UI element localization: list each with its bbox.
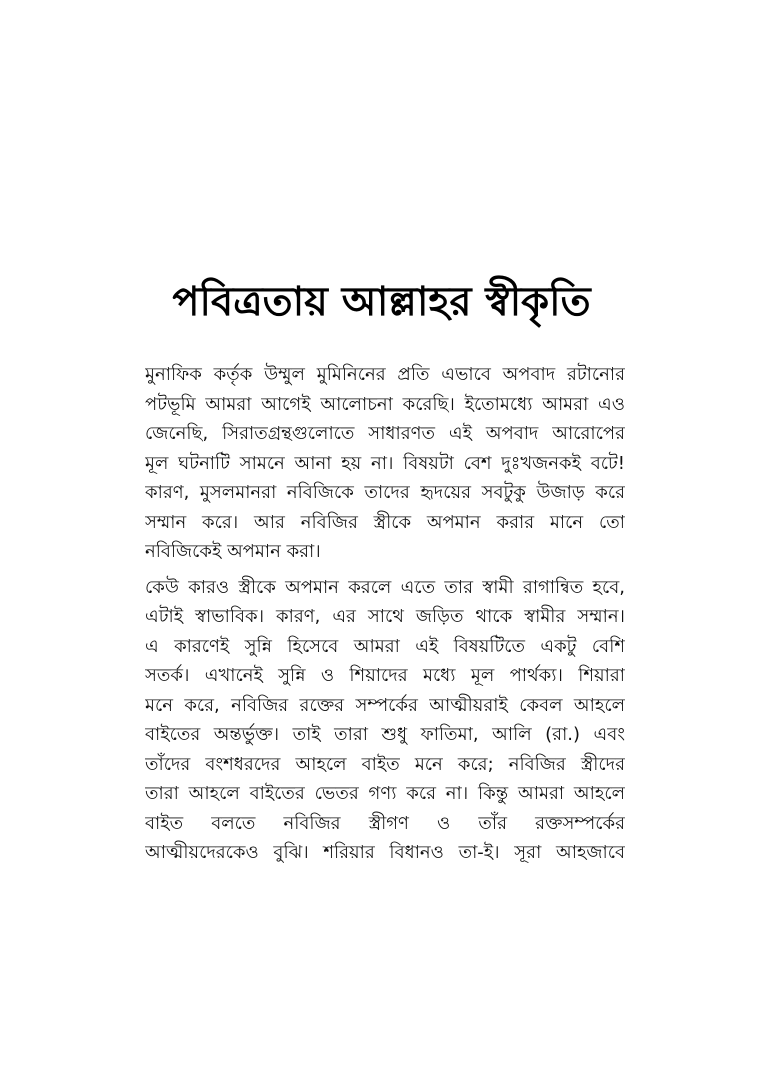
text-line: মূল ঘটনাটি সামনে আনা হয় না। বিষয়টা বেশ দুঃখজনকই বটে! — [145, 452, 625, 474]
text-line: জেনেছি, সিরাতগ্রন্থগুলোতে সাধারণত এই অপবাদ আরোপের — [145, 423, 625, 444]
text-line: সতর্ক। এখানেই সুন্নি ও শিয়াদের মধ্যে মূল পার্থক্য। শিয়ারা — [145, 665, 625, 686]
text-line: এ কারণেই সুন্নি হিসেবে আমরা এই বিষয়টিতে একটু বেশি — [145, 635, 625, 657]
text-line: বাইতের অন্তর্ভুক্ত। তাই তারা শুধু ফাতিমা, আলি (রা.) এবং — [145, 724, 625, 745]
text-line: কেউ কারও স্ত্রীকে অপমান করলে এতে তার স্বামী রাগান্বিত হবে, — [145, 576, 625, 598]
paragraph-1 — [145, 360, 625, 567]
text-line: এটাই স্বাভাবিক। কারণ, এর সাথে জড়িত থাকে স্বামীর সম্মান। — [145, 606, 625, 627]
body-text — [145, 360, 625, 868]
text-line: পটভূমি আমরা আগেই আলোচনা করেছি। ইতোমধ্যে আমরা এও — [145, 393, 625, 415]
text-line: মনে করে, নবিজির রক্তের সম্পর্কের আত্মীয়রাই কেবল আহলে — [145, 694, 625, 716]
chapter-title: পবিত্রতায় আল্লাহর স্বীকৃতি — [172, 279, 591, 325]
text-line: তাঁদের বংশধরদের আহলে বাইত মনে করে; নবিজির স্ত্রীদের — [145, 753, 625, 775]
text-line: মুনাফিক কর্তৃক উম্মুল মুমিনিনের প্রতি এভাবে অপবাদ রটানোর — [145, 364, 625, 385]
text-line: কারণ, মুসলমানরা নবিজিকে তাদের হৃদয়ের সবটুকু উজাড় করে — [145, 482, 625, 503]
text-line: নবিজিকেই অপমান করা। — [145, 541, 321, 562]
text-line: বাইত বলতে নবিজির স্ত্রীগণ ও তাঁর রক্তসম্পর্কের — [145, 812, 625, 834]
text-line: আত্মীয়দেরকেও বুঝি। শরিয়ার বিধানও তা-ই। সূরা আহজাবে — [145, 842, 625, 863]
text-line: সম্মান করে। আর নবিজির স্ত্রীকে অপমান করার মানে তো — [145, 511, 625, 533]
text-line: তারা আহলে বাইতের ভেতর গণ্য করে না। কিন্তু আমরা আহলে — [145, 783, 625, 804]
paragraph-2 — [145, 573, 625, 868]
